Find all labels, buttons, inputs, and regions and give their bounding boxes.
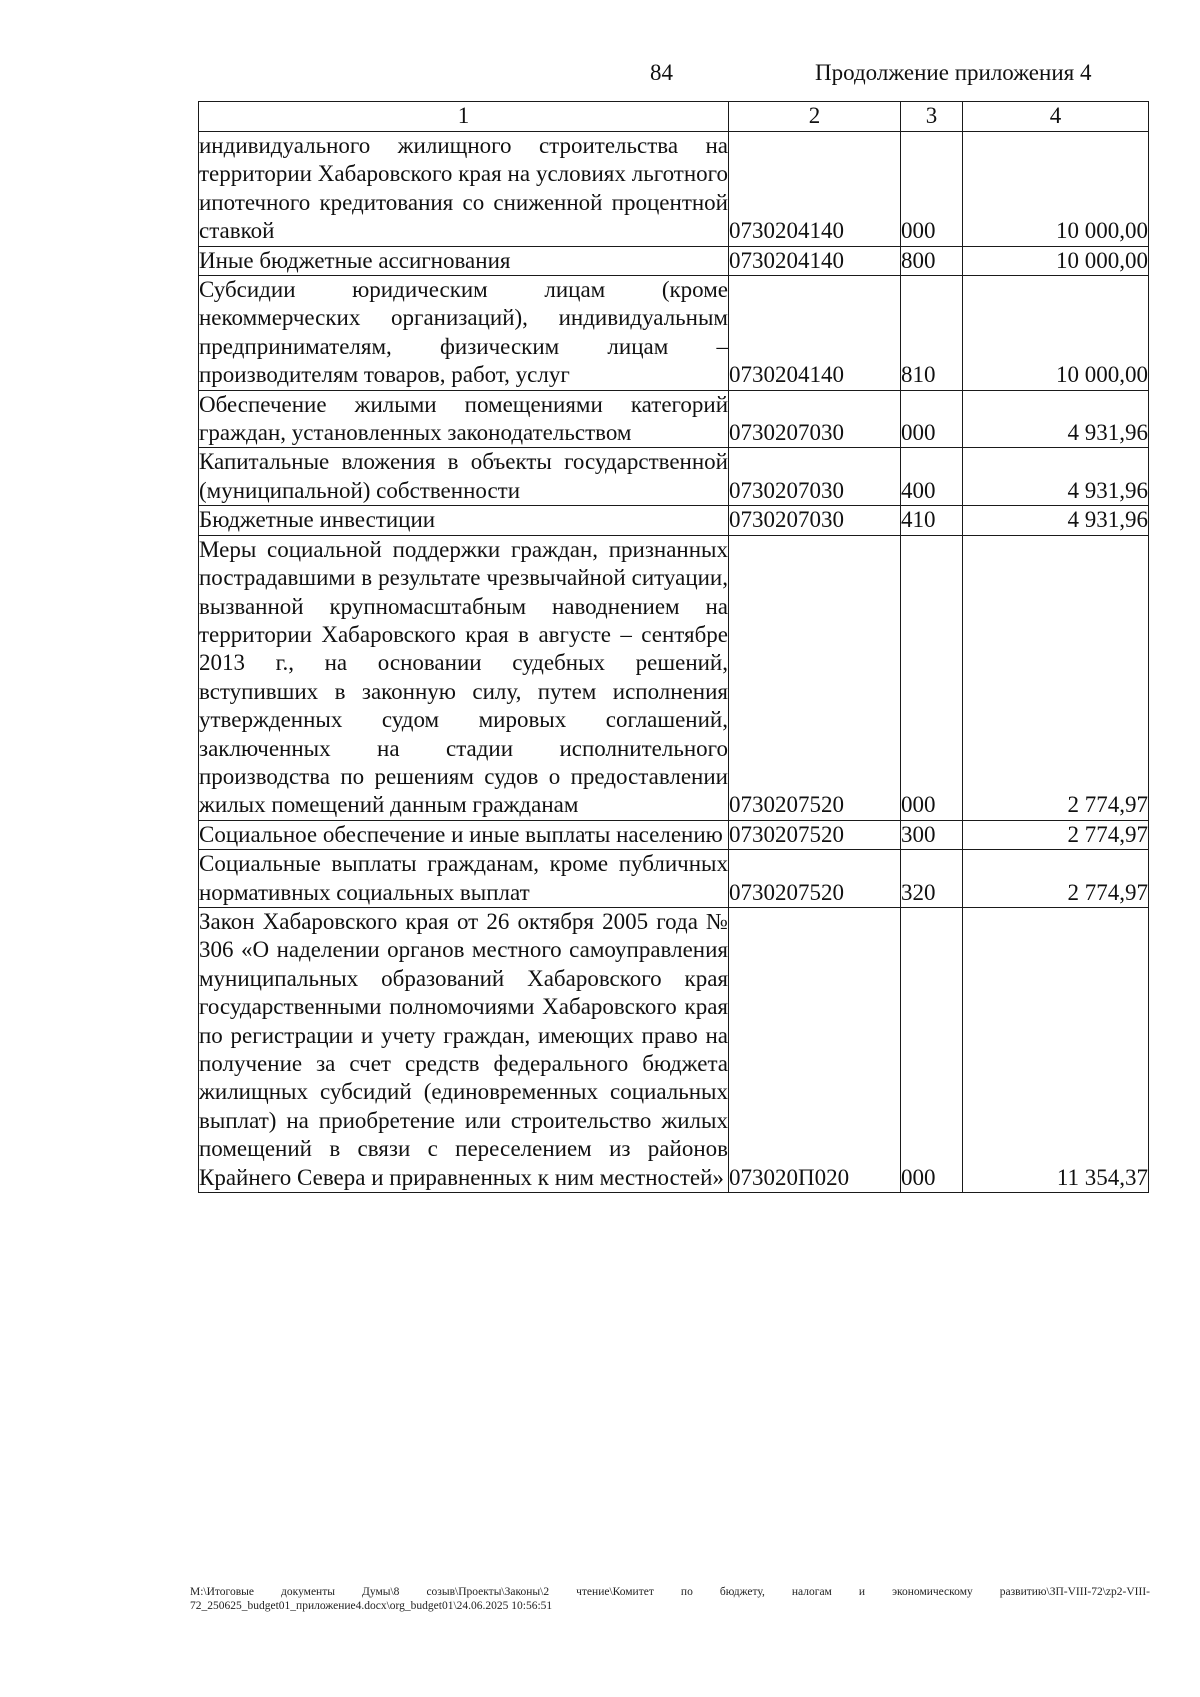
column-header-4: 4 (963, 102, 1149, 132)
row-sum: 10 000,00 (963, 132, 1149, 247)
table-row (199, 448, 1149, 506)
row-code: 0730207030 (729, 390, 901, 448)
row-kvr: 000 (901, 535, 963, 820)
table-row (199, 246, 1149, 275)
row-code: 0730207520 (729, 535, 901, 820)
row-code: 0730204140 (729, 246, 901, 275)
table-header-row (199, 102, 1149, 132)
table-row (199, 907, 1149, 1192)
continuation-label: Продолжение приложения 4 (815, 60, 1092, 85)
table-row (199, 820, 1149, 849)
row-name: Капитальные вложения в объекты государственной (муниципальной) собственности (199, 448, 729, 506)
row-kvr: 400 (901, 448, 963, 506)
row-name: Социальные выплаты гражданам, кроме публичных нормативных социальных выплат (199, 850, 729, 908)
row-kvr: 320 (901, 850, 963, 908)
column-header-3: 3 (901, 102, 963, 132)
column-header-2: 2 (729, 102, 901, 132)
column-header-1: 1 (199, 102, 729, 132)
row-name: индивидуального жилищного строительства на территории Хабаровского края на условиях льготного ипотечного кредитования со сниженной процентной ставкой (199, 132, 729, 247)
table-row (199, 850, 1149, 908)
row-sum: 2 774,97 (963, 850, 1149, 908)
row-kvr: 000 (901, 390, 963, 448)
row-kvr: 000 (901, 907, 963, 1192)
row-kvr: 300 (901, 820, 963, 849)
row-name: Субсидии юридическим лицам (кроме некоммерческих организаций), индивидуальным предпринимателям, физическим лицам – производителям товаров, работ, услуг (199, 276, 729, 391)
row-sum: 4 931,96 (963, 506, 1149, 535)
row-name: Обеспечение жилыми помещениями категорий граждан, установленных законодательством (199, 390, 729, 448)
row-sum: 4 931,96 (963, 390, 1149, 448)
row-name: Иные бюджетные ассигнования (199, 246, 729, 275)
row-sum: 11 354,37 (963, 907, 1149, 1192)
table-row (199, 276, 1149, 391)
row-name: Закон Хабаровского края от 26 октября 2005 года № 306 «О наделении органов местного самоуправления муниципальных образований Хабаровского края государственными полномочиями Хабаровского края по регистрации и учету граждан, имеющих право на получение за счет средств федерального бюджета жилищных субсидий (единовременных социальных выплат) на приобретение или строительство жилых помещений в связи с переселением из районов Крайнего Севера и приравненных к ним местностей» (199, 907, 729, 1192)
row-sum: 4 931,96 (963, 448, 1149, 506)
row-kvr: 810 (901, 276, 963, 391)
row-sum: 2 774,97 (963, 535, 1149, 820)
row-kvr: 410 (901, 506, 963, 535)
page-number: 84 (650, 60, 673, 85)
table-row (199, 535, 1149, 820)
row-code: 073020П020 (729, 907, 901, 1192)
row-code: 0730207520 (729, 820, 901, 849)
table-row (199, 132, 1149, 247)
row-sum: 10 000,00 (963, 246, 1149, 275)
budget-table (198, 101, 1149, 1193)
row-kvr: 800 (901, 246, 963, 275)
file-path-footer: M:\Итоговые документы Думы\8 созыв\Проекты\Законы\2 чтение\Комитет по бюджету, налогам и экономическому развитию\ЗП-VIII-72\zp2-VIII-72_250625_budget01_приложение4.docx\org_budget01\24.06.2025 10:56:51 (190, 1586, 1150, 1612)
table-row (199, 390, 1149, 448)
row-code: 0730207030 (729, 448, 901, 506)
row-name: Меры социальной поддержки граждан, признанных пострадавшими в результате чрезвычайной ситуации, вызванной крупномасштабным наводнением на территории Хабаровского края в августе – сентябре 2013 г., на основании судебных решений, вступивших в законную силу, путем исполнения утвержденных судом мировых соглашений, заключенных на стадии исполнительного производства по решениям судов о предоставлении жилых помещений данным гражданам (199, 535, 729, 820)
row-code: 0730207030 (729, 506, 901, 535)
row-name: Социальное обеспечение и иные выплаты населению (199, 820, 729, 849)
row-code: 0730204140 (729, 132, 901, 247)
table-row (199, 506, 1149, 535)
row-code: 0730204140 (729, 276, 901, 391)
row-sum: 10 000,00 (963, 276, 1149, 391)
row-code: 0730207520 (729, 850, 901, 908)
row-name: Бюджетные инвестиции (199, 506, 729, 535)
row-kvr: 000 (901, 132, 963, 247)
row-sum: 2 774,97 (963, 820, 1149, 849)
